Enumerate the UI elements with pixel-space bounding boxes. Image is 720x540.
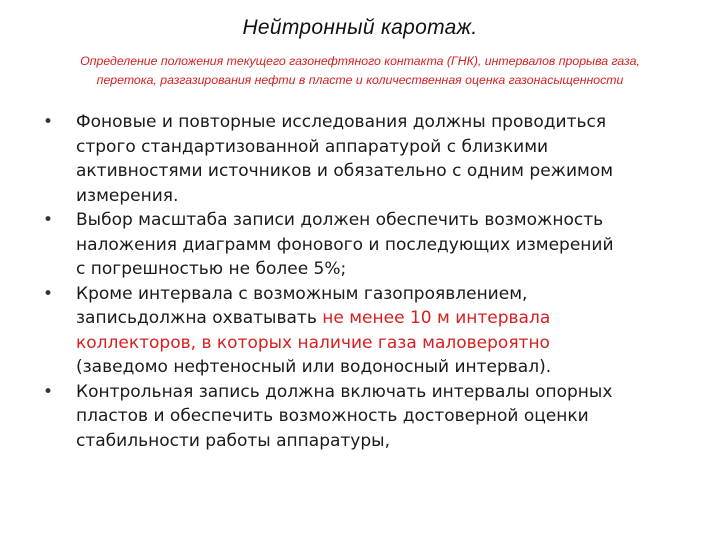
bullet-line <box>76 306 710 331</box>
bullet-line: Выбор масштаба записи должен обеспечить возможность <box>76 210 604 230</box>
bullet-icon: • <box>43 283 54 304</box>
bullet-line: пластов и обеспечить возможность достоверной оценки <box>76 406 589 426</box>
bullet-line: наложения диаграмм фонового и последующих измерений <box>76 234 614 255</box>
bullet-line: активностями источников и обязательно с одним режимом <box>76 161 614 181</box>
bullet-line: стабильности работы аппаратуры, <box>76 430 390 451</box>
bullet-line: (заведомо нефтеносный или водоносный интервал). <box>76 357 552 377</box>
highlighted-line: коллекторов, в которых наличие газа маловероятно <box>76 332 550 353</box>
bullet-line: строго стандартизованной аппаратурой с близкими <box>76 136 549 157</box>
bullet-item <box>40 282 710 380</box>
bullet-icon: • <box>43 112 54 132</box>
bullet-icon: • <box>43 381 54 402</box>
bullet-line: с погрешностью не более 5%; <box>76 259 347 279</box>
highlighted-text: не менее 10 м интервала <box>322 308 551 328</box>
bullet-line: Контрольная запись должна включать интервалы опорных <box>76 381 613 402</box>
bullet-list <box>40 110 710 453</box>
bullet-icon: • <box>43 210 54 230</box>
bullet-text: записьдолжна охватывать <box>76 308 323 328</box>
slide-title: Нейтронный каротаж. <box>242 16 478 39</box>
bullet-item <box>40 208 710 282</box>
bullet-item <box>40 110 710 208</box>
bullet-line: Кроме интервала с возможным газопроявлением, <box>76 283 528 304</box>
slide-subtitle <box>20 52 700 90</box>
bullet-line: Фоновые и повторные исследования должны проводиться <box>76 112 607 132</box>
subtitle-line: перетока, разгазирования нефти в пласте и количественная оценка газонасыщенности <box>96 73 624 87</box>
bullet-line: измерения. <box>76 185 179 206</box>
bullet-item <box>40 380 710 454</box>
subtitle-line: Определение положения текущего газонефтяного контакта (ГНК), интервалов прорыва газа, <box>80 54 640 68</box>
